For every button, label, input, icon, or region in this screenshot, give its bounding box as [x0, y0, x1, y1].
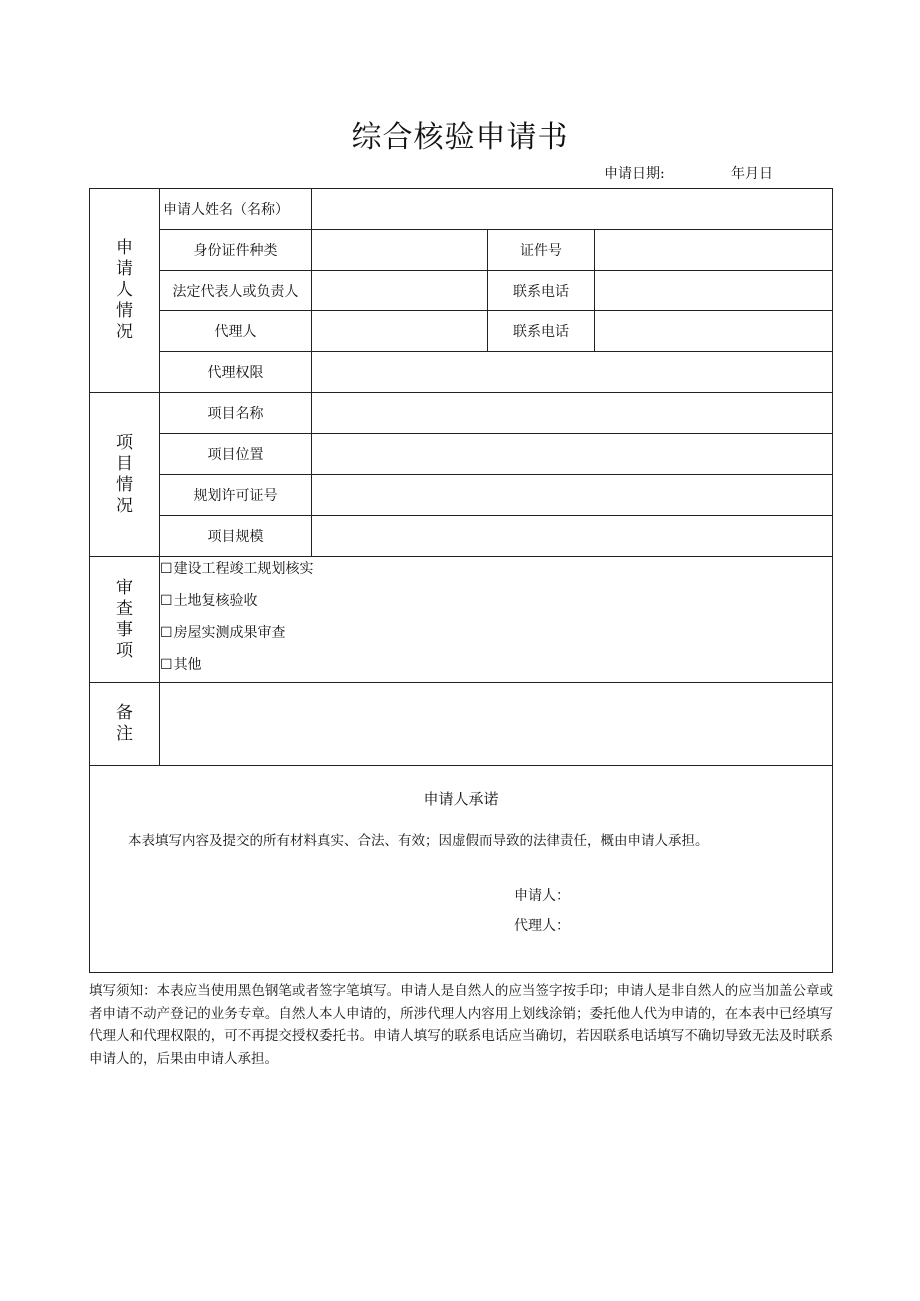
review-item-other[interactable]: ☐其他	[160, 649, 832, 681]
project-location-field[interactable]	[312, 434, 833, 475]
remarks-field[interactable]	[160, 683, 833, 766]
project-name-field[interactable]	[312, 393, 833, 434]
applicant-signature-label: 申请人：	[514, 888, 570, 904]
promise-text: 本表填写内容及提交的所有材料真实、合法、有效；因虚假而导致的法律责任，概由申请人承担。	[128, 833, 709, 849]
application-form-table	[89, 188, 833, 973]
checkbox-icon[interactable]: ☐	[160, 656, 173, 673]
review-item-completion-check[interactable]: ☐建设工程竣工规划核实	[160, 553, 832, 585]
id-number-label: 证件号	[488, 230, 595, 271]
application-date-label: 申请日期:	[604, 166, 665, 182]
filling-instructions: 填写须知：本表应当使用黑色钢笔或者签字笔填写。申请人是自然人的应当签字按手印；申请人是非自然人的应当加盖公章或者申请不动产登记的业务专章。自然人本人申请的，所涉代理人内容用上划线涂销；委托他人代为申请的，在本表中已经填写代理人和代理权限的，可不再提交授权委托书。申请人填写的联系电话应当确切，若因联系电话填写不确切导致无法及时联系申请人的，后果由申请人承担。	[89, 983, 833, 1067]
applicant-promise-block	[90, 766, 833, 973]
review-item-land-acceptance[interactable]: ☐土地复核验收	[160, 585, 832, 617]
id-number-field[interactable]	[595, 230, 833, 271]
section-review-heading: 审查事项	[90, 557, 160, 683]
review-items-list	[160, 557, 833, 683]
project-scale-field[interactable]	[312, 516, 833, 557]
agent-signature-label: 代理人：	[514, 918, 570, 934]
agent-label: 代理人	[160, 311, 312, 352]
agent-field[interactable]	[312, 311, 488, 352]
checkbox-icon[interactable]: ☐	[160, 624, 173, 641]
page-title: 综合核验申请书	[351, 120, 569, 155]
project-scale-label: 项目规模	[160, 516, 312, 557]
agent-authority-label: 代理权限	[160, 352, 312, 393]
checkbox-icon[interactable]: ☐	[160, 592, 173, 609]
review-item-survey-review[interactable]: ☐房屋实测成果审查	[160, 617, 832, 649]
id-type-field[interactable]	[312, 230, 488, 271]
legal-rep-phone-label: 联系电话	[488, 271, 595, 311]
section-applicant-heading: 申请人情况	[90, 189, 160, 393]
planning-permit-field[interactable]	[312, 475, 833, 516]
checkbox-icon[interactable]: ☐	[160, 560, 173, 577]
planning-permit-label: 规划许可证号	[160, 475, 312, 516]
agent-phone-label: 联系电话	[488, 311, 595, 352]
legal-rep-phone-field[interactable]	[595, 271, 833, 311]
legal-rep-field[interactable]	[312, 271, 488, 311]
agent-authority-field[interactable]	[312, 352, 833, 393]
applicant-name-label: 申请人姓名（名称）	[160, 189, 312, 230]
project-name-label: 项目名称	[160, 393, 312, 434]
promise-title: 申请人承诺	[423, 790, 499, 808]
legal-rep-label: 法定代表人或负责人	[160, 271, 312, 311]
section-project-heading: 项目情况	[90, 393, 160, 557]
project-location-label: 项目位置	[160, 434, 312, 475]
application-date-units: 年月日	[731, 166, 773, 182]
applicant-name-field[interactable]	[312, 189, 833, 230]
section-remarks-heading: 备注	[90, 683, 160, 766]
agent-phone-field[interactable]	[595, 311, 833, 352]
id-type-label: 身份证件种类	[160, 230, 312, 271]
